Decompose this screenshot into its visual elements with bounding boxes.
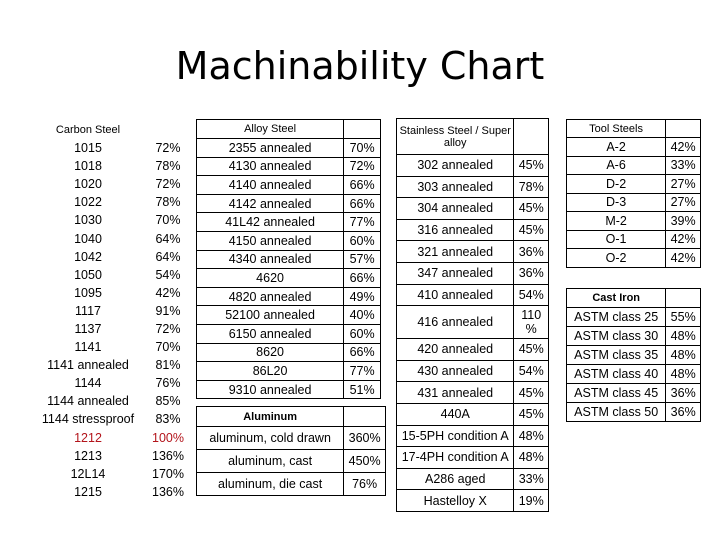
- table-row: [567, 327, 701, 346]
- table-row: [28, 374, 188, 392]
- machinability-rating: 54%: [514, 284, 549, 306]
- material-name: D-2: [567, 175, 666, 194]
- machinability-rating: 33%: [666, 156, 701, 175]
- table-row: [397, 360, 549, 382]
- machinability-rating: 57%: [344, 250, 381, 269]
- table-row: [197, 250, 381, 269]
- material-name: 1015: [74, 141, 102, 156]
- machinability-rating: 72%: [344, 157, 381, 176]
- material-name: 8620: [197, 343, 344, 362]
- machinability-rating: 77%: [344, 213, 381, 232]
- material-name: 302 annealed: [397, 155, 514, 177]
- machinability-rating: 45%: [514, 198, 549, 220]
- material-name: ASTM class 30: [567, 327, 666, 346]
- material-name: 41L42 annealed: [197, 213, 344, 232]
- material-name: 303 annealed: [397, 176, 514, 198]
- material-name: D-3: [567, 193, 666, 212]
- material-name: 17-4PH condition A: [397, 447, 514, 469]
- machinability-rating: 81%: [155, 358, 181, 373]
- material-name: A-2: [567, 138, 666, 157]
- machinability-rating: 60%: [344, 231, 381, 250]
- material-name: 1095: [74, 285, 102, 300]
- table-row: [397, 155, 549, 177]
- material-name: 1042: [74, 249, 102, 264]
- tool-steels-header: Tool Steels: [567, 120, 666, 138]
- table-row: [397, 425, 549, 447]
- machinability-rating: 70%: [344, 139, 381, 158]
- machinability-rating: 48%: [666, 346, 701, 365]
- table-row: [567, 365, 701, 384]
- table-row: [397, 284, 549, 306]
- machinability-rating: 66%: [344, 176, 381, 195]
- material-name: 1050: [74, 267, 102, 282]
- machinability-rating: 19%: [514, 490, 549, 512]
- material-name: aluminum, cold drawn: [197, 427, 344, 450]
- machinability-rating: 51%: [344, 380, 381, 399]
- material-name: ASTM class 25: [567, 308, 666, 327]
- material-name: aluminum, cast: [197, 450, 344, 473]
- machinability-rating: 78%: [155, 159, 181, 174]
- machinability-rating: 100%: [152, 430, 184, 445]
- table-row: [28, 465, 188, 483]
- material-name: 304 annealed: [397, 198, 514, 220]
- table-row: [28, 229, 188, 247]
- material-name: 1144 annealed: [47, 394, 129, 409]
- table-row: [397, 262, 549, 284]
- material-name: 4620: [197, 269, 344, 288]
- table-row: [197, 324, 381, 343]
- machinability-rating: 78%: [155, 195, 181, 210]
- machinability-rating: 36%: [666, 403, 701, 422]
- page-title: Machinability Chart: [175, 44, 545, 88]
- material-name: ASTM class 35: [567, 346, 666, 365]
- machinability-rating: 64%: [155, 231, 181, 246]
- machinability-rating: 33%: [514, 468, 549, 490]
- table-row: [567, 249, 701, 268]
- material-name: 1018: [74, 159, 102, 174]
- alloy-steel-table: [196, 119, 381, 399]
- table-row: [397, 403, 549, 425]
- table-row: [397, 447, 549, 469]
- machinability-rating: 72%: [155, 177, 181, 192]
- machinability-rating: 48%: [514, 447, 549, 469]
- material-name: O-1: [567, 230, 666, 249]
- machinability-rating: 48%: [514, 425, 549, 447]
- material-name: aluminum, die cast: [197, 473, 344, 496]
- machinability-rating: 76%: [344, 473, 386, 496]
- machinability-rating: 36%: [514, 262, 549, 284]
- machinability-rating: 60%: [344, 324, 381, 343]
- material-name: 1144 stressproof: [41, 412, 135, 427]
- machinability-rating: 45%: [514, 403, 549, 425]
- material-name: 1030: [74, 213, 102, 228]
- machinability-rating: 48%: [666, 365, 701, 384]
- table-row: [567, 384, 701, 403]
- table-row: [28, 356, 188, 374]
- table-row: [567, 156, 701, 175]
- material-name: 6150 annealed: [197, 324, 344, 343]
- material-name: 440A: [397, 403, 514, 425]
- aluminum-table: [196, 406, 386, 496]
- material-name: 316 annealed: [397, 219, 514, 241]
- machinability-rating: 91%: [155, 303, 181, 318]
- table-row: [28, 266, 188, 284]
- material-name: ASTM class 50: [567, 403, 666, 422]
- table-row: [397, 468, 549, 490]
- table-row: [28, 302, 188, 320]
- material-name: 1215: [74, 484, 102, 499]
- table-row: [28, 157, 188, 175]
- table-row: [567, 175, 701, 194]
- material-name: ASTM class 40: [567, 365, 666, 384]
- material-name: 52100 annealed: [197, 306, 344, 325]
- aluminum-header: Aluminum: [197, 407, 344, 427]
- table-row: [28, 284, 188, 302]
- material-name: Hastelloy X: [397, 490, 514, 512]
- machinability-rating: 66%: [344, 343, 381, 362]
- material-name: 4340 annealed: [197, 250, 344, 269]
- machinability-rating: 27%: [666, 193, 701, 212]
- material-name: A286 aged: [397, 468, 514, 490]
- material-name: 1212: [74, 430, 102, 445]
- table-row: [197, 176, 381, 195]
- table-row: [397, 176, 549, 198]
- table-row: [28, 211, 188, 229]
- material-name: 1213: [74, 448, 102, 463]
- machinability-rating: 45%: [514, 155, 549, 177]
- material-name: ASTM class 45: [567, 384, 666, 403]
- material-name: 4820 annealed: [197, 287, 344, 306]
- table-row: [197, 306, 381, 325]
- machinability-rating: 78%: [514, 176, 549, 198]
- table-row: [397, 198, 549, 220]
- table-row: [567, 212, 701, 231]
- machinability-rating: 42%: [155, 285, 181, 300]
- material-name: 86L20: [197, 362, 344, 381]
- table-row: [197, 287, 381, 306]
- table-row: [28, 248, 188, 266]
- table-row: [397, 241, 549, 263]
- table-row: [397, 382, 549, 404]
- table-row: [567, 308, 701, 327]
- material-name: 1022: [74, 195, 102, 210]
- table-row: [28, 175, 188, 193]
- machinability-rating: 70%: [155, 340, 181, 355]
- table-row: [28, 447, 188, 465]
- material-name: M-2: [567, 212, 666, 231]
- material-name: 430 annealed: [397, 360, 514, 382]
- table-row: [197, 362, 381, 381]
- table-row: [567, 403, 701, 422]
- machinability-rating: 136%: [152, 484, 184, 499]
- material-name: 321 annealed: [397, 241, 514, 263]
- stainless-steel-header: Stainless Steel / Super alloy: [397, 119, 514, 155]
- machinability-rating: 83%: [155, 412, 181, 427]
- table-row: [397, 339, 549, 361]
- material-name: 410 annealed: [397, 284, 514, 306]
- table-row: [197, 473, 386, 496]
- machinability-rating: 42%: [666, 138, 701, 157]
- machinability-rating: 54%: [155, 267, 181, 282]
- material-name: 4130 annealed: [197, 157, 344, 176]
- table-row: [197, 213, 381, 232]
- carbon-steel-header: Carbon Steel: [55, 124, 121, 136]
- table-row: [197, 380, 381, 399]
- material-name: 4150 annealed: [197, 231, 344, 250]
- material-name: 1141: [74, 340, 102, 355]
- machinability-rating: 77%: [344, 362, 381, 381]
- material-name: 431 annealed: [397, 382, 514, 404]
- table-row: [28, 392, 188, 410]
- material-name: 1137: [74, 321, 102, 336]
- tool-steels-table: [566, 119, 701, 268]
- material-name: 1040: [74, 231, 102, 246]
- table-row: [28, 338, 188, 356]
- material-name: 2355 annealed: [197, 139, 344, 158]
- machinability-rating: 110 %: [514, 306, 549, 339]
- table-row: [397, 219, 549, 241]
- table-row: [197, 343, 381, 362]
- machinability-rating: 66%: [344, 269, 381, 288]
- table-row: [28, 193, 188, 211]
- table-row: [197, 427, 386, 450]
- table-row: [28, 139, 188, 157]
- machinability-rating: 450%: [344, 450, 386, 473]
- machinability-rating: 27%: [666, 175, 701, 194]
- machinability-rating: 54%: [514, 360, 549, 382]
- table-row: [197, 450, 386, 473]
- machinability-rating: 55%: [666, 308, 701, 327]
- machinability-rating: 360%: [344, 427, 386, 450]
- table-row: [28, 320, 188, 338]
- machinability-rating: 42%: [666, 249, 701, 268]
- table-row: [397, 490, 549, 512]
- machinability-rating: 39%: [666, 212, 701, 231]
- machinability-rating: 48%: [666, 327, 701, 346]
- machinability-rating: 45%: [514, 219, 549, 241]
- table-row: [197, 139, 381, 158]
- material-name: 1141 annealed: [47, 358, 129, 373]
- material-name: 12L14: [70, 466, 106, 481]
- material-name: 4142 annealed: [197, 194, 344, 213]
- machinability-rating: 36%: [666, 384, 701, 403]
- material-name: 15-5PH condition A: [397, 425, 514, 447]
- machinability-rating: 72%: [155, 321, 181, 336]
- machinability-rating: 64%: [155, 249, 181, 264]
- table-row: [197, 194, 381, 213]
- material-name: 4140 annealed: [197, 176, 344, 195]
- material-name: 1020: [74, 177, 102, 192]
- alloy-steel-header: Alloy Steel: [197, 120, 344, 139]
- material-name: 416 annealed: [397, 306, 514, 339]
- material-name: O-2: [567, 249, 666, 268]
- machinability-rating: 85%: [155, 394, 181, 409]
- machinability-rating: 170%: [152, 466, 184, 481]
- table-row: [197, 269, 381, 288]
- machinability-rating: 72%: [155, 141, 181, 156]
- material-name: 347 annealed: [397, 262, 514, 284]
- table-row: [28, 483, 188, 501]
- stainless-steel-table: [396, 118, 549, 512]
- machinability-rating: 70%: [155, 213, 181, 228]
- material-name: 420 annealed: [397, 339, 514, 361]
- machinability-rating: 66%: [344, 194, 381, 213]
- table-row: [567, 230, 701, 249]
- machinability-rating: 76%: [155, 376, 181, 391]
- material-name: 9310 annealed: [197, 380, 344, 399]
- machinability-rating: 40%: [344, 306, 381, 325]
- machinability-rating: 45%: [514, 382, 549, 404]
- table-row: [567, 138, 701, 157]
- table-row: [28, 410, 188, 428]
- table-row: [28, 429, 188, 447]
- material-name: 1144: [74, 376, 102, 391]
- machinability-rating: 45%: [514, 339, 549, 361]
- material-name: 1117: [75, 303, 101, 318]
- cast-iron-table: [566, 288, 701, 422]
- machinability-rating: 36%: [514, 241, 549, 263]
- carbon-steel-table: [28, 121, 188, 501]
- machinability-rating: 42%: [666, 230, 701, 249]
- table-row: [397, 306, 549, 339]
- machinability-rating: 136%: [152, 448, 184, 463]
- table-row: [567, 346, 701, 365]
- machinability-rating: 49%: [344, 287, 381, 306]
- table-row: [197, 231, 381, 250]
- table-row: [567, 193, 701, 212]
- material-name: A-6: [567, 156, 666, 175]
- cast-iron-header: Cast Iron: [567, 289, 666, 308]
- table-row: [197, 157, 381, 176]
